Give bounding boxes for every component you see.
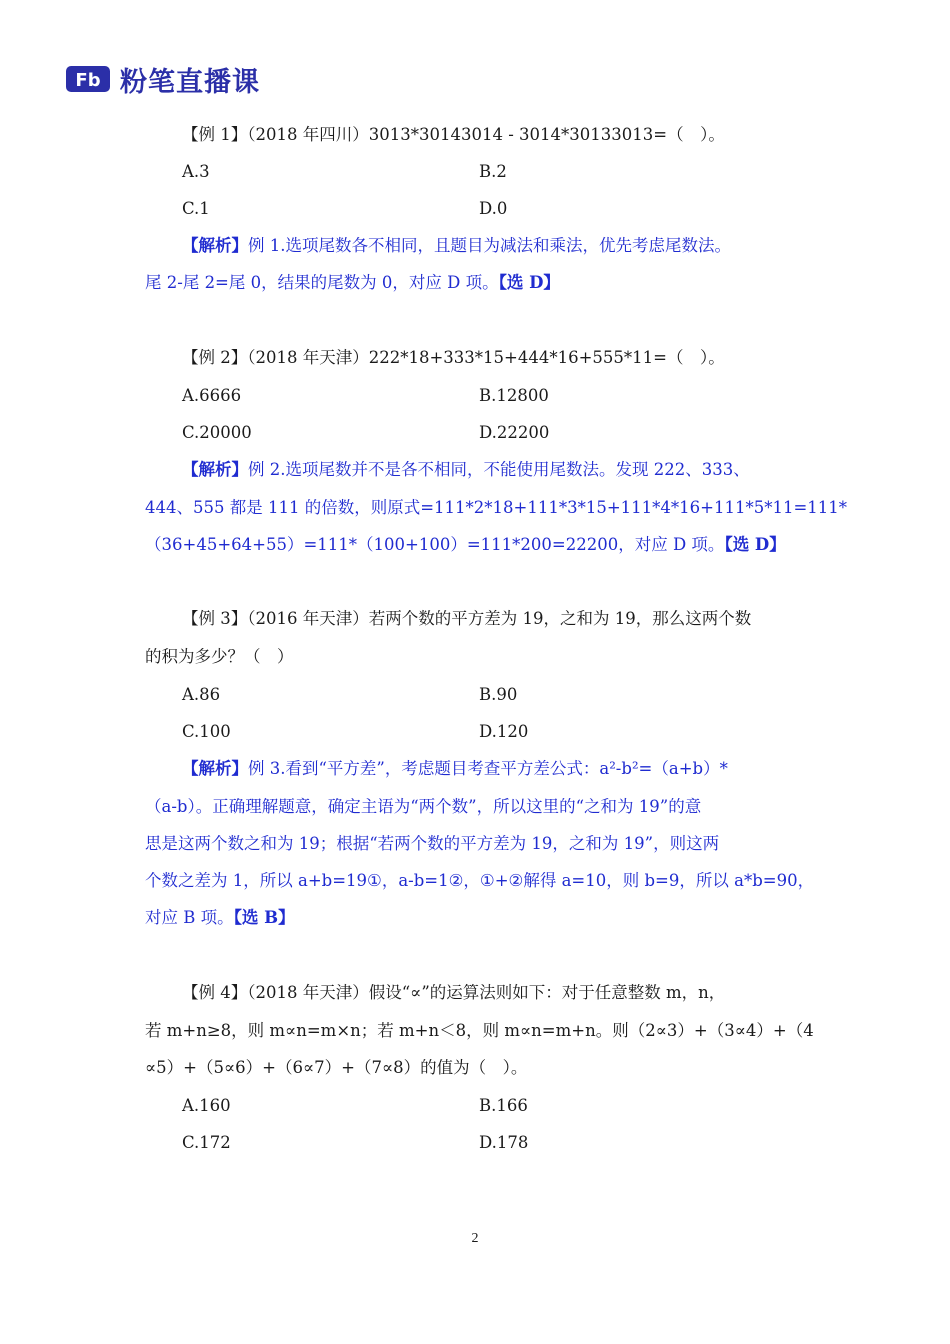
page-number: 2 <box>471 1231 479 1246</box>
ex3-option-c: C.100 <box>182 722 231 741</box>
ex2-option-c: C.20000 <box>182 423 252 442</box>
ex3-analysis-text1: 例 3.看到“平方差”，考虑题目考查平方差公式：a²-b²=（a+b）* <box>248 759 728 778</box>
ex1-option-c: C.1 <box>182 199 210 218</box>
ex2-question: 【例 2】（2018 年天津）222*18+333*15+444*16+555*11=（ ）。 <box>182 348 725 367</box>
fb-logo-icon <box>66 64 110 94</box>
logo-mark-text: Fb <box>75 70 101 91</box>
ex2-analysis-line3 <box>145 533 825 557</box>
ex1-analysis-text2: 尾 2-尾 2=尾 0，结果的尾数为 0，对应 D 项。 <box>145 273 499 292</box>
brand-logo <box>66 62 260 96</box>
ex3-option-a: A.86 <box>182 685 221 704</box>
ex3-analysis-line4: 个数之差为 1，所以 a+b=19①，a-b=1②，①+②解得 a=10，则 b=9，所以 a*b=90， <box>145 871 815 890</box>
ex1-answer: 【选 D】 <box>498 273 560 292</box>
ex3-option-d: D.120 <box>479 722 529 741</box>
ex3-analysis-line5 <box>145 906 825 930</box>
ex2-option-a: A.6666 <box>182 386 242 405</box>
ex1-option-b: B.2 <box>479 162 507 181</box>
ex2-analysis-text3: （36+45+64+55）=111*（100+100）=111*200=22200，对应 D 项。 <box>145 535 725 554</box>
ex4-option-d: D.178 <box>479 1133 529 1152</box>
ex3-analysis-label: 【解析】 <box>182 759 248 778</box>
ex2-option-b: B.12800 <box>479 386 549 405</box>
ex2-answer: 【选 D】 <box>724 535 786 554</box>
ex3-analysis-line3: 思是这两个数之和为 19；根据“若两个数的平方差为 19，之和为 19”，则这两 <box>145 834 720 853</box>
ex1-analysis-line2 <box>145 271 825 295</box>
ex1-analysis-text1: 例 1.选项尾数各不相同，且题目为减法和乘法，优先考虑尾数法。 <box>248 236 731 255</box>
ex4-option-c: C.172 <box>182 1133 231 1152</box>
logo-text: 粉笔直播课 <box>120 66 260 98</box>
ex3-question-line1: 【例 3】（2016 年天津）若两个数的平方差为 19，之和为 19，那么这两个数 <box>182 609 752 628</box>
ex3-option-b: B.90 <box>479 685 518 704</box>
ex3-question-line2: 的积为多少？（ ） <box>145 647 294 666</box>
ex3-analysis-text5: 对应 B 项。 <box>145 908 234 927</box>
ex4-option-b: B.166 <box>479 1096 528 1115</box>
ex1-analysis-line1 <box>182 234 862 258</box>
ex2-analysis-line2: 444、555 都是 111 的倍数，则原式=111*2*18+111*3*15+111*4*16+111*5*11=111* <box>145 498 848 517</box>
ex4-question-line3: ∝5）+（5∝6）+（6∝7）+（7∝8）的值为（ ）。 <box>145 1058 528 1077</box>
ex2-option-d: D.22200 <box>479 423 550 442</box>
ex3-answer: 【选 B】 <box>233 908 295 927</box>
ex2-analysis-text1: 例 2.选项尾数并不是各不相同，不能使用尾数法。发现 222、333、 <box>248 460 750 479</box>
ex1-option-a: A.3 <box>182 162 210 181</box>
ex2-analysis-label: 【解析】 <box>182 460 248 479</box>
ex2-analysis-line1 <box>182 458 862 482</box>
ex4-option-a: A.160 <box>182 1096 231 1115</box>
ex4-question-line2: 若 m+n≥8，则 m∝n=m×n；若 m+n＜8，则 m∝n=m+n。则（2∝3）+（3∝4）+（4 <box>145 1021 814 1040</box>
ex3-analysis-line2: （a-b）。正确理解题意，确定主语为“两个数”，所以这里的“之和为 19”的意 <box>145 797 702 816</box>
ex1-option-d: D.0 <box>479 199 508 218</box>
ex1-analysis-label: 【解析】 <box>182 236 248 255</box>
ex1-question: 【例 1】（2018 年四川）3013*30143014 - 3014*30133013=（ ）。 <box>182 125 725 144</box>
ex4-question-line1: 【例 4】（2018 年天津）假设“∝”的运算法则如下：对于任意整数 m，n， <box>182 983 726 1002</box>
ex3-analysis-line1 <box>182 757 862 781</box>
